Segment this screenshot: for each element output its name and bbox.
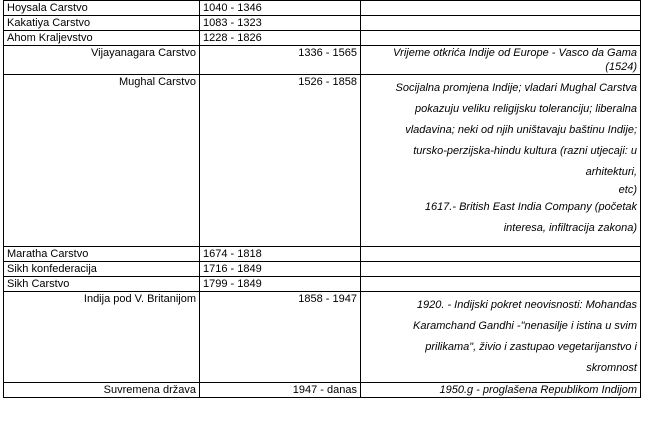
- empire-name: Kakatiya Carstvo: [4, 16, 200, 31]
- empire-name: Sikh Carstvo: [4, 277, 200, 292]
- empire-note: [361, 262, 641, 277]
- table-row: [4, 31, 641, 46]
- note-line: tursko-perzijska-hindu kultura (razni utjecaji: u: [413, 145, 637, 157]
- note-line: Karamchand Gandhi -"nenasilje i istina u svim: [412, 320, 637, 332]
- empire-name: Suvremena država: [4, 383, 200, 398]
- empire-period: 1336 - 1565: [200, 46, 361, 75]
- note-line: arhitekturi,: [585, 166, 637, 178]
- empire-note: [361, 277, 641, 292]
- note-line: Socijalna promjena Indije; vladari Mughal Carstva: [395, 82, 637, 94]
- table-row: [4, 16, 641, 31]
- empire-name: Hoysala Carstvo: [4, 1, 200, 16]
- table-row: [4, 383, 641, 398]
- note-line: skromnost: [586, 362, 637, 374]
- table-row: [4, 292, 641, 383]
- empire-period: 1716 - 1849: [200, 262, 361, 277]
- note-line: pokazuju veliku religijsku toleranciju; liberalna: [415, 103, 637, 115]
- empire-note: 1950.g - proglašena Republikom Indijom: [361, 383, 641, 398]
- empire-name: Ahom Kraljevstvo: [4, 31, 200, 46]
- empire-note: [361, 75, 641, 247]
- table-row: [4, 262, 641, 277]
- empire-period: 1526 - 1858: [200, 75, 361, 247]
- empire-name: Maratha Carstvo: [4, 247, 200, 262]
- empire-note: [361, 247, 641, 262]
- table-row: [4, 247, 641, 262]
- note-line: 1920. - Indijski pokret neovisnosti: Mohandas: [416, 299, 637, 311]
- note-line: prilikama", živio i zastupao vegetarijanstvo i: [425, 341, 637, 353]
- empire-period: 1040 - 1346: [200, 1, 361, 16]
- empire-name: Indija pod V. Britanijom: [4, 292, 200, 383]
- note-line: 1617.- British East India Company (početak: [424, 201, 637, 213]
- table-row: [4, 277, 641, 292]
- empire-name: Mughal Carstvo: [4, 75, 200, 247]
- empire-note: Vrijeme otkrića Indije od Europe - Vasco da Gama (1524): [361, 46, 641, 75]
- empire-period: 1947 - danas: [200, 383, 361, 398]
- empires-table: [3, 0, 641, 398]
- table-row: [4, 1, 641, 16]
- empire-period: 1858 - 1947: [200, 292, 361, 383]
- empire-period: 1799 - 1849: [200, 277, 361, 292]
- table-row: [4, 46, 641, 75]
- empire-name: Sikh konfederacija: [4, 262, 200, 277]
- empire-period: 1228 - 1826: [200, 31, 361, 46]
- table-row: [4, 75, 641, 247]
- empire-period: 1674 - 1818: [200, 247, 361, 262]
- empire-name: Vijayanagara Carstvo: [4, 46, 200, 75]
- empire-note: [361, 1, 641, 16]
- note-line: etc): [618, 184, 637, 196]
- empire-period: 1083 - 1323: [200, 16, 361, 31]
- note-line: vladavina; neki od njih uništavaju baštinu Indije;: [405, 124, 637, 136]
- empire-note: [361, 292, 641, 383]
- note-line: interesa, infiltracija zakona): [503, 222, 637, 234]
- empire-note: [361, 31, 641, 46]
- empire-note: [361, 16, 641, 31]
